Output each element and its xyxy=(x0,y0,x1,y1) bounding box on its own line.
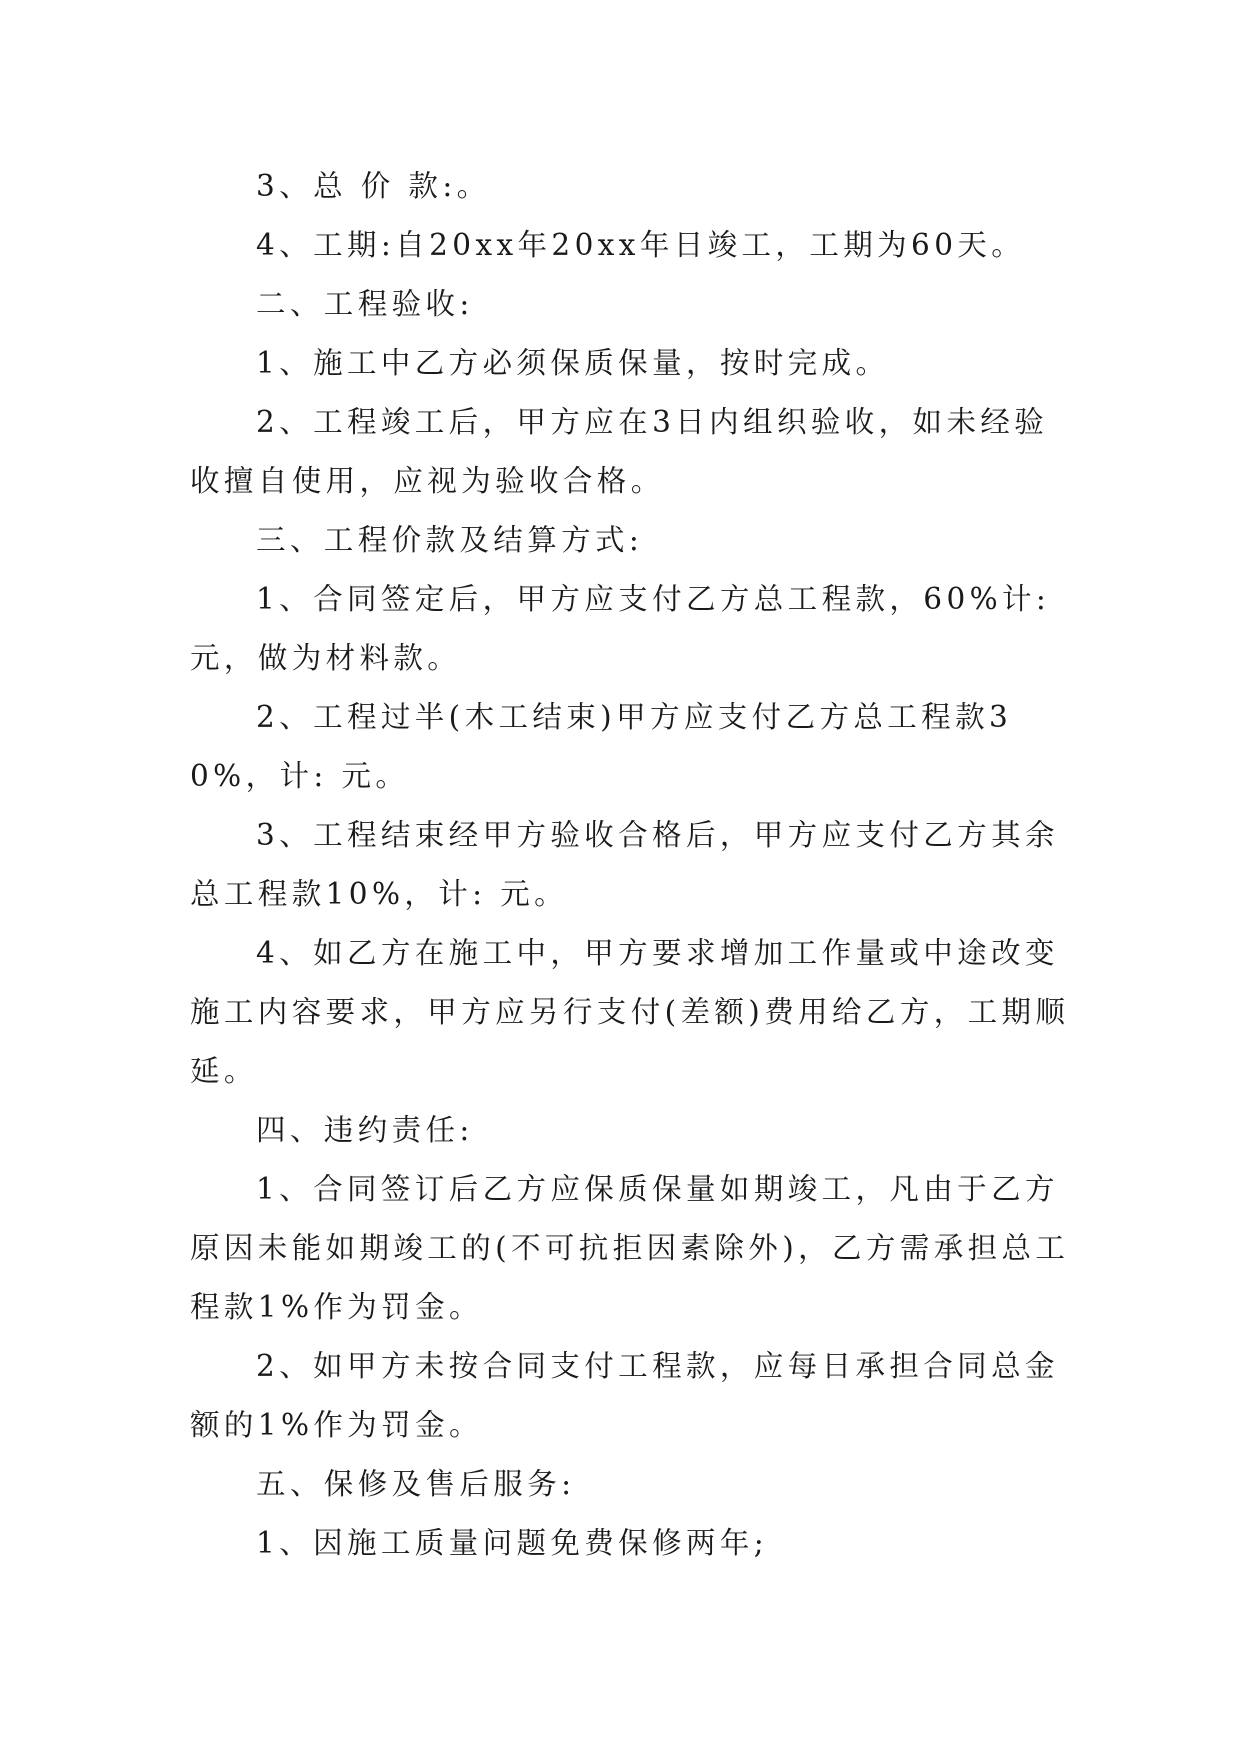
paragraph-liability-1: 1、合同签订后乙方应保质保量如期竣工，凡由于乙方原因未能如期竣工的(不可抗拒因素除外)，乙方需承担总工程款1%作为罚金。 xyxy=(190,1172,1070,1324)
paragraph-warranty-1: 1、因施工质量问题免费保修两年; xyxy=(256,1526,769,1560)
paragraph-liability-2: 2、如甲方未按合同支付工程款，应每日承担合同总金额的1%作为罚金。 xyxy=(190,1349,1059,1442)
paragraph-payment-4: 4、如乙方在施工中，甲方要求增加工作量或中途改变施工内容要求，甲方应另行支付(差额)费用给乙方，工期顺延。 xyxy=(190,936,1070,1088)
section-heading-acceptance: 二、工程验收: xyxy=(256,287,474,321)
paragraph-acceptance-deadline: 2、工程竣工后，甲方应在3日内组织验收，如未经验收擅自使用，应视为验收合格。 xyxy=(190,405,1049,498)
paragraph-payment-3: 3、工程结束经甲方验收合格后，甲方应支付乙方其余总工程款10%，计: 元。 xyxy=(190,818,1059,911)
paragraph-schedule: 4、工期:自20xx年20xx年日竣工，工期为60天。 xyxy=(256,228,1026,262)
paragraph-total-price: 3、总 价 款:。 xyxy=(256,169,491,203)
paragraph-payment-2: 2、工程过半(木工结束)甲方应支付乙方总工程款30%，计: 元。 xyxy=(190,700,1013,793)
section-heading-warranty: 五、保修及售后服务: xyxy=(256,1467,576,1501)
contract-body xyxy=(190,157,1070,1573)
paragraph-quality: 1、施工中乙方必须保质保量，按时完成。 xyxy=(256,346,890,380)
section-heading-liability: 四、违约责任: xyxy=(256,1113,474,1147)
section-heading-payment: 三、工程价款及结算方式: xyxy=(256,523,644,557)
paragraph-payment-1: 1、合同签定后，甲方应支付乙方总工程款，60%计:元，做为材料款。 xyxy=(190,582,1051,675)
